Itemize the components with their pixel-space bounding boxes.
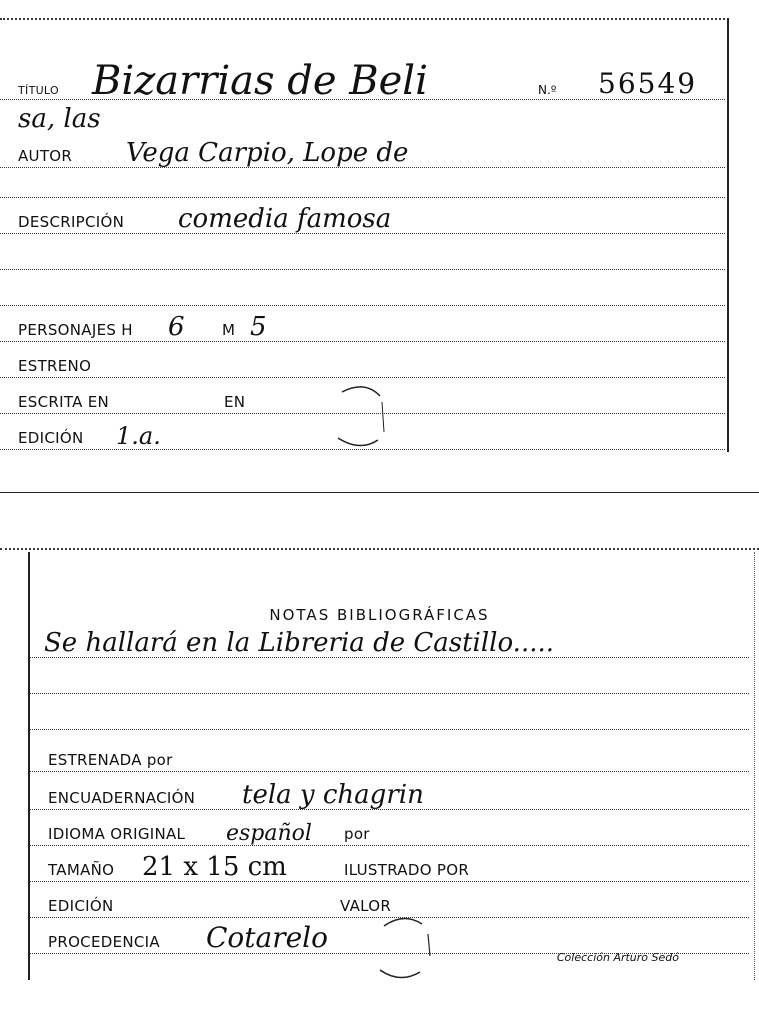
notas-blank-rule-2 <box>30 729 749 730</box>
numero-value: 56549 <box>598 67 698 100</box>
procedencia-label: PROCEDENCIA <box>48 933 160 951</box>
estrenada-label: ESTRENADA por <box>48 751 173 769</box>
encuadernacion-label: ENCUADERNACIÓN <box>48 789 196 807</box>
estreno-label: ESTRENO <box>18 357 92 375</box>
notas-blank-2 <box>30 694 749 730</box>
notas-row <box>30 622 749 658</box>
encuadernacion-value: tela y chagrin <box>242 780 424 810</box>
titulo-cont-value: sa, las <box>18 104 101 134</box>
tamano-label: TAMAÑO <box>48 861 115 879</box>
personajes-m-value: 5 <box>250 312 267 342</box>
card-top-edge <box>0 18 729 20</box>
edicion-label: EDICIÓN <box>18 429 84 447</box>
idioma-row <box>30 810 749 846</box>
tamano-value: 21 x 15 cm <box>142 852 287 882</box>
numero-label: N.º <box>538 83 557 97</box>
notes-card <box>0 540 759 1000</box>
personajes-h-value: 6 <box>168 312 185 342</box>
valor-label: VALOR <box>340 897 392 915</box>
personajes-row <box>0 306 725 342</box>
card-separator <box>0 492 759 493</box>
notas-blank-1 <box>30 658 749 694</box>
descripcion-row <box>0 198 725 234</box>
blank-row-1 <box>0 168 725 198</box>
title-card <box>0 0 759 470</box>
blank-row-3 <box>0 270 725 306</box>
collection-credit: Colección Arturo Sedó <box>556 951 679 964</box>
descripcion-label: DESCRIPCIÓN <box>18 213 125 231</box>
idioma-por-label: por <box>344 825 370 843</box>
edicion2-label: EDICIÓN <box>48 897 114 915</box>
procedencia-value: Cotarelo <box>206 921 328 954</box>
titulo-label: TÍTULO <box>18 84 59 97</box>
blank-row-2 <box>0 234 725 270</box>
notas-value: Se hallará en la Libreria de Castillo..... <box>44 628 555 658</box>
personajes-label: PERSONAJES H <box>18 321 133 339</box>
titulo-row <box>0 58 725 104</box>
autor-value: Vega Carpio, Lope de <box>126 138 409 168</box>
autor-label: AUTOR <box>18 147 73 165</box>
autor-row <box>0 134 725 168</box>
edicion-value: 1.a. <box>116 422 161 450</box>
estreno-row <box>0 342 725 378</box>
idioma-label: IDIOMA ORIGINAL <box>48 825 186 843</box>
tamano-row <box>30 846 749 882</box>
titulo-value: Bizarrias de Beli <box>92 58 428 104</box>
card-right-edge <box>727 18 729 452</box>
ilustrado-label: ILUSTRADO POR <box>344 861 470 879</box>
titulo-cont-row <box>0 100 725 134</box>
card-top-edge <box>0 548 759 550</box>
idioma-value: español <box>226 821 312 846</box>
punch-hole-mark <box>330 382 400 452</box>
escrita-label: ESCRITA EN <box>18 393 110 411</box>
personajes-m-label: M <box>222 321 236 339</box>
notas-heading: NOTAS BIBLIOGRÁFICAS <box>269 606 490 624</box>
encuadernacion-row <box>30 772 749 810</box>
punch-hole-mark <box>370 912 440 982</box>
escrita-en-label: EN <box>224 393 246 411</box>
estrenada-row <box>30 736 749 772</box>
descripcion-value: comedia famosa <box>178 204 392 234</box>
